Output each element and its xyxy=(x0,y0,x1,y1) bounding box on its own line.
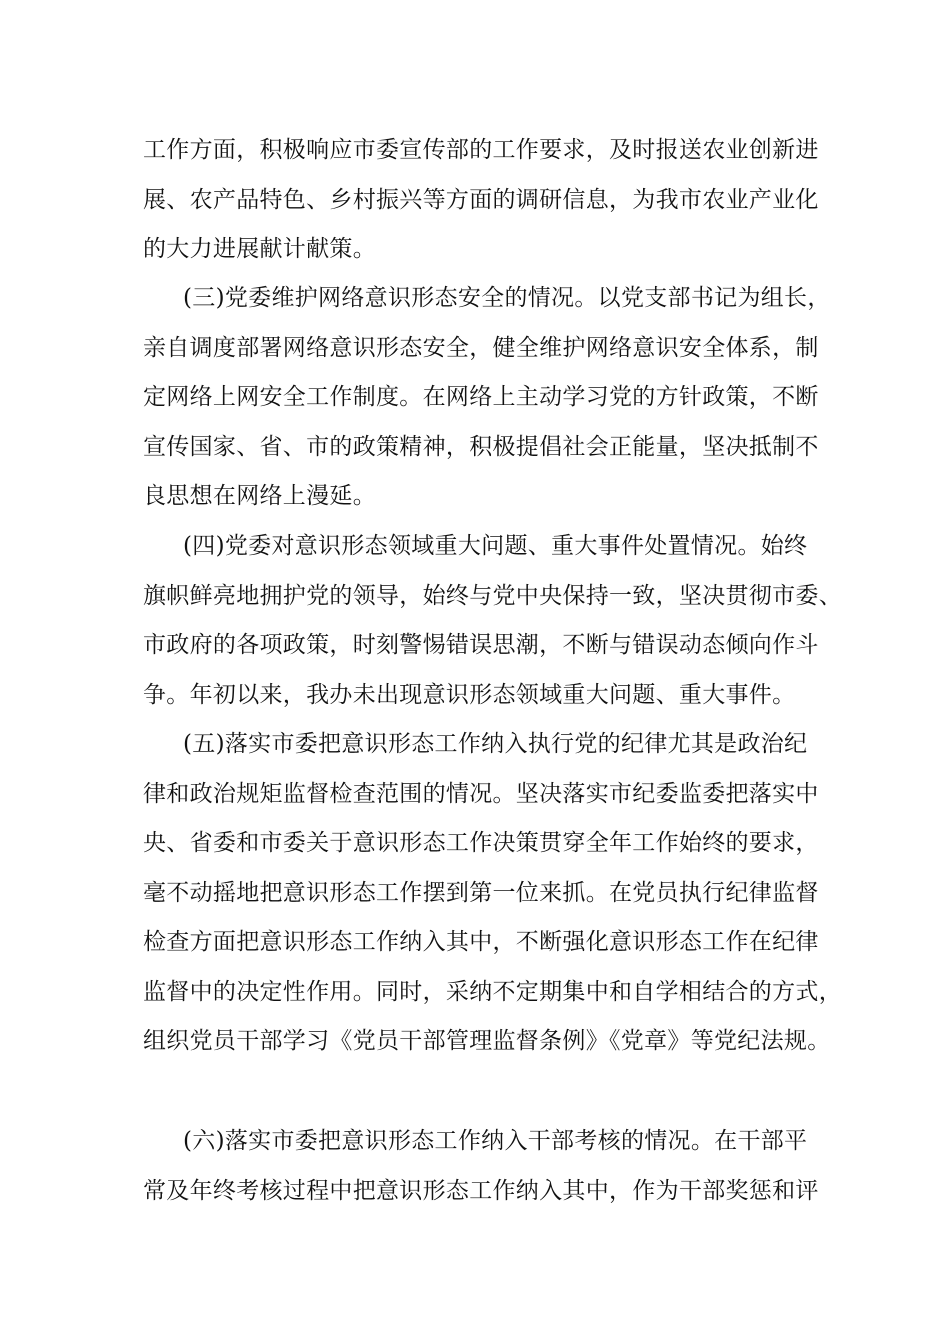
text-line: 律和政治规矩监督检查范围的情况。坚决落实市纪委监委把落实中 xyxy=(143,780,819,807)
text-line: 常及年终考核过程中把意识形态工作纳入其中，作为干部奖惩和评 xyxy=(143,1177,819,1204)
text-line: 检查方面把意识形态工作纳入其中，不断强化意识形态工作在纪律 xyxy=(143,929,819,955)
text-line: (三)党委维护网络意识形态安全的情况。以党支部书记为组长， xyxy=(183,285,831,311)
text-line: 毫不动摇地把意识形态工作摆到第一位来抓。在党员执行纪律监督 xyxy=(143,879,819,906)
text-line: 宣传国家、省、市的政策精神，积极提倡社会正能量，坚决抵制不 xyxy=(143,433,819,460)
text-line: 争。年初以来，我办未出现意识形态领域重大问题、重大事件。 xyxy=(143,681,796,708)
text-line: 展、农产品特色、乡村振兴等方面的调研信息，为我市农业产业化 xyxy=(143,186,819,213)
paragraph-agriculture-research xyxy=(143,126,843,275)
text-line: 良思想在网络上漫延。 xyxy=(143,483,376,509)
text-line: 旗帜鲜亮地拥护党的领导，始终与党中央保持一致，坚决贯彻市委、 xyxy=(143,582,842,609)
text-line: 央、省委和市委关于意识形态工作决策贯穿全年工作始终的要求， xyxy=(143,830,819,856)
text-line: (五)落实市委把意识形态工作纳入执行党的纪律尤其是政治纪 xyxy=(183,731,808,757)
text-line: 的大力进展献计献策。 xyxy=(143,236,376,262)
text-line: (四)党委对意识形态领域重大问题、重大事件处置情况。始终 xyxy=(183,533,808,559)
paragraph-cadre-assessment xyxy=(143,1117,843,1216)
paragraph-discipline-supervision xyxy=(143,720,843,1067)
paragraph-network-security xyxy=(143,274,843,522)
text-line: 监督中的决定性作用。同时，采纳不定期集中和自学相结合的方式， xyxy=(143,978,842,1005)
text-line: (六)落实市委把意识形态工作纳入干部考核的情况。在干部平 xyxy=(183,1128,808,1154)
text-line: 市政府的各项政策，时刻警惕错误思潮，不断与错误动态倾向作斗 xyxy=(143,632,819,658)
text-line: 亲自调度部署网络意识形态安全，健全维护网络意识安全体系，制 xyxy=(143,334,819,361)
text-line: 工作方面，积极响应市委宣传部的工作要求，及时报送农业创新进 xyxy=(143,137,819,163)
text-line: 定网络上网安全工作制度。在网络上主动学习党的方针政策，不断 xyxy=(143,384,819,410)
paragraph-major-issues xyxy=(143,522,843,720)
text-line: 组织党员干部学习《党员干部管理监督条例》《党章》等党纪法规。 xyxy=(143,1028,831,1054)
